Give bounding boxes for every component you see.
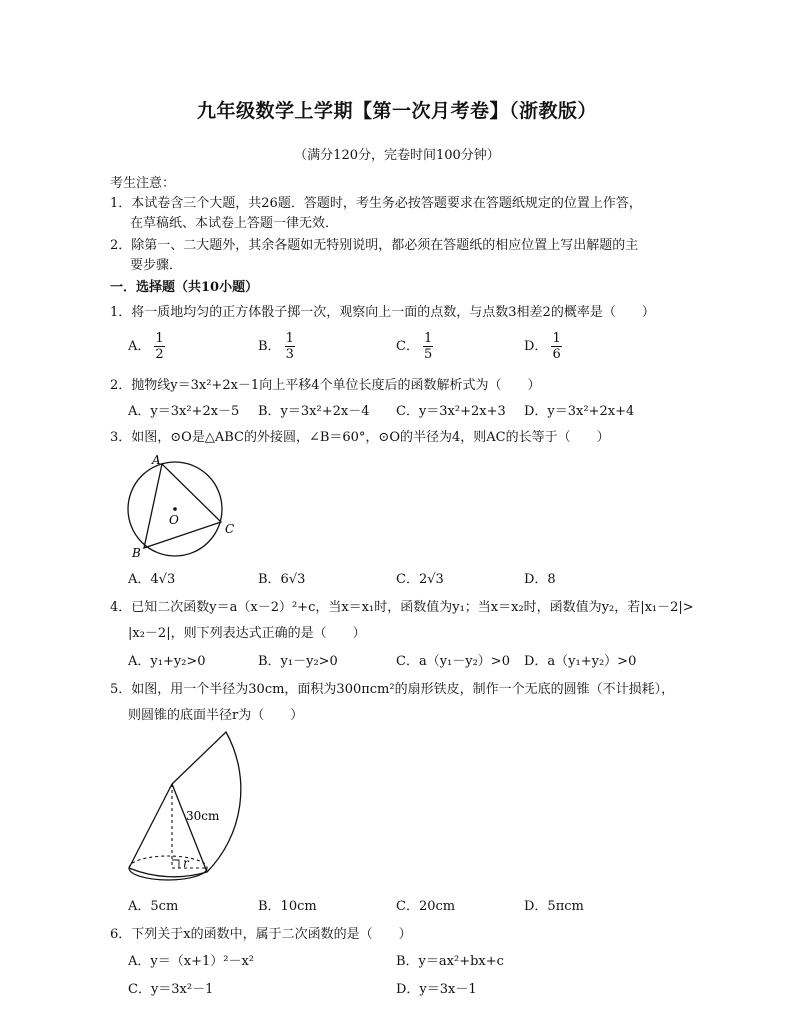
label-slant: 30cm (186, 809, 220, 823)
q4-stem-line-1: 4．已知二次函数y＝a（x－2）²+c，当x＝x₁时，函数值为y₁；当x＝x₂时，函数值为y₂，若|x₁－2|> (110, 600, 694, 615)
notice-item-2-line-2: 要步骤． (130, 258, 183, 273)
q5-choice-a: A．5cm (128, 899, 179, 914)
numerator: 1 (423, 331, 433, 346)
q2-choice-a: A．y＝3x²+2x－5 (128, 404, 240, 419)
numerator: 1 (155, 331, 164, 346)
q5-choice-b: B．10cm (258, 899, 317, 914)
q5-choice-c: C．20cm (396, 899, 456, 914)
q1-choice-a (128, 331, 165, 362)
fraction (551, 331, 561, 362)
notice-heading: 考生注意： (110, 176, 176, 191)
q3-choice-b: B．6√3 (258, 572, 306, 587)
choice-label: A． (128, 338, 151, 354)
q6-choice-d: D．y＝3x－1 (396, 982, 477, 997)
q2-choice-b: B．y＝3x²+2x－4 (258, 404, 370, 419)
q4-stem-line-2: |x₂－2|，则下列表达式正确的是（ ） (128, 626, 366, 641)
q4-choice-a: A．y₁+y₂>0 (128, 654, 206, 669)
q3-circle-figure (118, 450, 248, 565)
q4-choice-c: C．a（y₁－y₂）>0 (396, 654, 510, 669)
cone-left-slant (129, 784, 172, 868)
denominator: 3 (285, 347, 294, 362)
fraction (154, 331, 164, 362)
q6-stem: 6．下列关于x的函数中，属于二次函数的是（ ） (110, 927, 412, 942)
fraction (423, 331, 433, 362)
denominator: 2 (155, 347, 164, 362)
denominator: 6 (552, 347, 561, 362)
notice-item-1-line-1: 1．本试卷含三个大题，共26题．答题时，考生务必按答题要求在答题纸规定的位置上作答， (110, 196, 642, 211)
label-a: A (152, 453, 161, 467)
base-front-arc (129, 868, 207, 880)
numerator: 1 (552, 331, 561, 346)
center-point (173, 507, 177, 511)
q4-choice-b: B．y₁－y₂>0 (258, 654, 338, 669)
label-radius: r (183, 856, 189, 870)
q5-stem-line-2: 则圆锥的底面半径r为（ ） (128, 708, 304, 723)
q6-choice-a: A．y＝（x+1）²－x² (128, 954, 254, 969)
q6-choice-b: B．y＝ax²+bx+c (396, 954, 504, 969)
choice-label: B． (258, 338, 281, 354)
q1-stem: 1．将一质地均匀的正方体骰子掷一次，观察向上一面的点数，与点数3相差2的概率是（ ） (110, 305, 655, 320)
right-angle-mark (172, 860, 179, 868)
exam-title: 九年级数学上学期【第一次月考卷】（浙教版） (196, 100, 597, 122)
q1-choice-d (524, 331, 562, 362)
label-o: O (169, 513, 179, 527)
q3-choice-a: A．4√3 (128, 572, 176, 587)
q1-choice-c (396, 331, 433, 362)
q1-choice-b (258, 331, 295, 362)
label-b: B (132, 546, 141, 560)
q2-choice-d: D．y＝3x²+2x+4 (524, 404, 635, 419)
q3-choice-c: C．2√3 (396, 572, 444, 587)
q3-choice-d: D．8 (524, 572, 556, 587)
fraction (285, 331, 295, 362)
q2-stem: 2．抛物线y＝3x²+2x－1向上平移4个单位长度后的函数解析式为（ ） (110, 378, 541, 393)
q5-cone-sector-figure (118, 726, 268, 898)
notice-item-2-line-1: 2．除第一、二大题外，其余各题如无特别说明，都必须在答题纸的相应位置上写出解题的主 (110, 238, 639, 253)
cone-right-slant (172, 784, 207, 872)
q3-stem: 3．如图，⊙O是△ABC的外接圆，∠B＝60°，⊙O的半径为4，则AC的长等于（ ） (110, 430, 610, 445)
choice-label: C． (396, 338, 419, 354)
section-heading: 一．选择题（共10小题） (110, 280, 259, 295)
label-c: C (225, 522, 235, 536)
q5-choice-d: D．5πcm (524, 899, 584, 914)
choice-label: D． (524, 338, 548, 354)
denominator: 5 (423, 347, 433, 362)
q4-choice-d: D．a（y₁+y₂）>0 (524, 654, 637, 669)
notice-item-1-line-2: 在草稿纸、本试卷上答题一律无效． (130, 216, 339, 231)
base-back-arc (129, 856, 207, 868)
exam-subtitle: （满分120分，完卷时间100分钟） (294, 148, 500, 163)
q5-stem-line-1: 5．如图，用一个半径为30cm，面积为300πcm²的扇形铁皮，制作一个无底的圆锥（不计损耗）， (110, 682, 675, 697)
numerator: 1 (285, 331, 294, 346)
q6-choice-c: C．y＝3x²－1 (128, 982, 214, 997)
q2-choice-c: C．y＝3x²+2x+3 (396, 404, 506, 419)
